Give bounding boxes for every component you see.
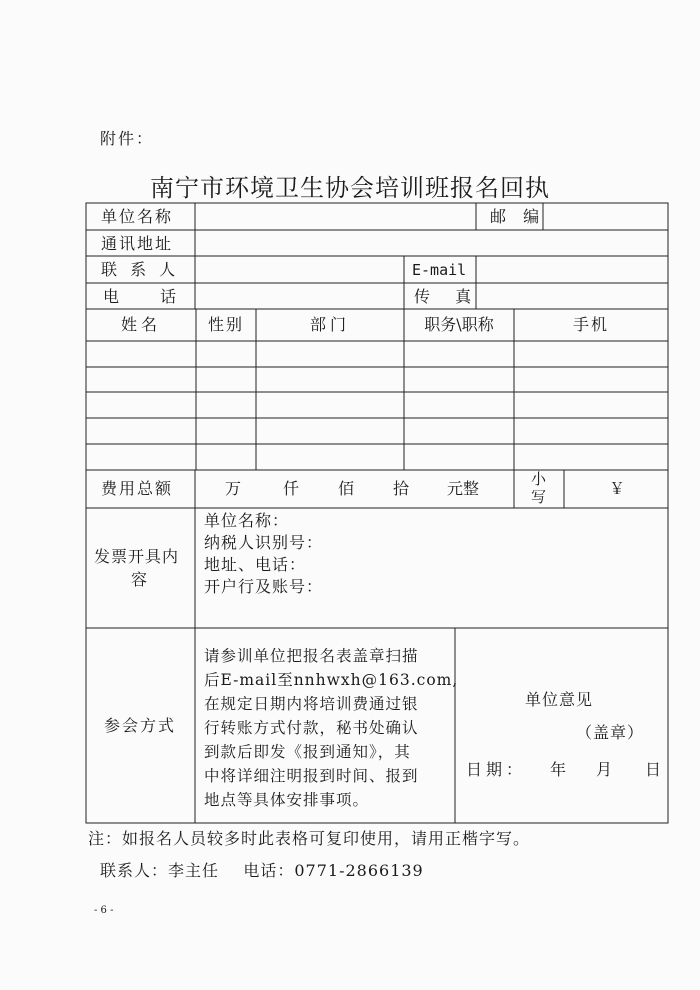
date-year: 年: [550, 760, 567, 779]
footnote: 注：如报名人员较多时此表格可复印使用，请用正楷字写。: [88, 829, 531, 848]
contact-person-label: 联 系 人: [101, 260, 180, 279]
invoice-field-taxpayer-id: 纳税人识别号：: [204, 533, 324, 552]
fee-lower-label: 小写: [531, 470, 547, 506]
method-text-line: 地点等具体安排事项。: [204, 791, 370, 809]
method-text-line: 在规定日期内将培训费通过银: [204, 695, 419, 713]
column-header-department: 部门: [309, 315, 350, 334]
column-header-name: 姓名: [120, 315, 161, 334]
method-text-line: 中将详细注明报到时间、报到: [204, 767, 419, 785]
seal-label: （盖章）: [576, 723, 645, 742]
invoice-field-unit-name: 单位名称：: [204, 511, 290, 530]
page-number: - 6 -: [94, 905, 114, 916]
invoice-label-line1: 发票开具内: [94, 547, 180, 566]
invoice-fields: [204, 510, 323, 598]
fee-unit-bai: 佰: [338, 479, 355, 498]
fee-total-label: 费用总额: [101, 479, 174, 498]
yuan-sign: ￥: [609, 479, 626, 498]
method-text-line: 行转账方式付款，秘书处确认: [204, 719, 419, 737]
contact-line: 联系人：李主任 电话：0771-2866139: [100, 861, 424, 880]
method-text-line: 请参训单位把报名表盖章扫描: [204, 647, 419, 665]
attendance-method-text: [204, 644, 458, 812]
unit-opinion-label: 单位意见: [525, 690, 594, 709]
fee-unit-yuanzheng: 元整: [447, 479, 480, 498]
phone-label: 电 话: [103, 287, 195, 306]
postcode-label: 邮 编: [490, 207, 546, 226]
attendance-method-label: 参会方式: [104, 716, 177, 735]
date-day: 日: [645, 760, 662, 779]
method-text-line: 到款后即发《报到通知》，其: [204, 743, 411, 761]
fax-label: 传 真: [414, 287, 482, 306]
column-header-position: 职务\职称: [424, 315, 494, 334]
unit-name-label: 单位名称: [101, 207, 174, 226]
invoice-field-address-phone: 地址、电话：: [204, 555, 307, 574]
date-month: 月: [596, 760, 613, 779]
column-header-gender: 性别: [207, 315, 244, 334]
fee-unit-qian: 仟: [283, 479, 300, 498]
email-label: E-mail: [412, 261, 467, 279]
address-label: 通讯地址: [101, 234, 174, 253]
fee-unit-shi: 拾: [393, 479, 410, 498]
annex-label: 附件：: [100, 129, 155, 148]
column-header-mobile: 手机: [572, 315, 609, 334]
fee-unit-wan: 万: [225, 479, 242, 498]
invoice-field-bank-account: 开户行及账号：: [204, 577, 324, 596]
form-title: 南宁市环境卫生协会培训班报名回执: [150, 174, 550, 202]
method-text-line: 后E-mail至nnhwxh@163.com,: [204, 671, 459, 689]
invoice-label-line2: 容: [131, 570, 148, 589]
date-label: 日期：: [466, 760, 527, 779]
